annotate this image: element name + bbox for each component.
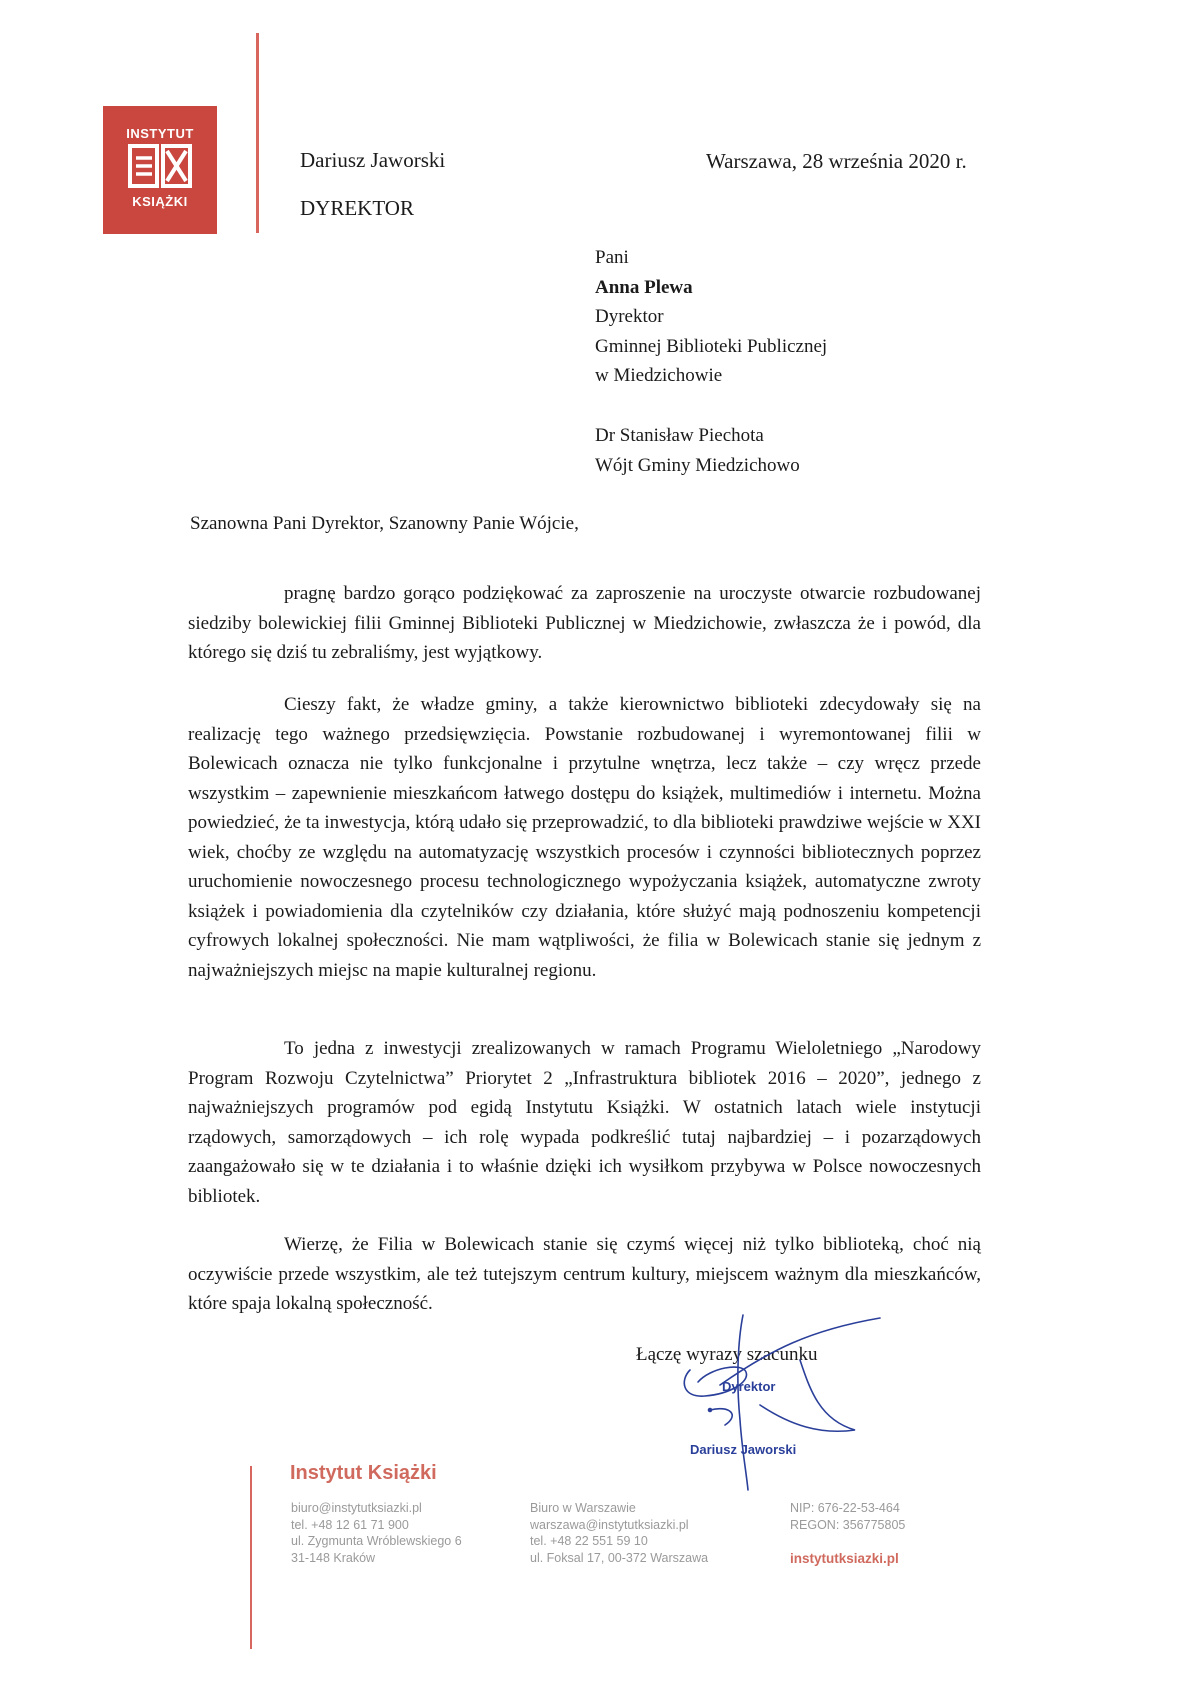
recipient-name: Anna Plewa (595, 276, 693, 298)
footer-registry (790, 1500, 905, 1568)
footer-nip: NIP: 676-22-53-464 (790, 1501, 900, 1515)
recipient-line: Gminnej Biblioteki Publicznej (595, 335, 828, 357)
salutation: Szanowna Pani Dyrektor, Szanowny Panie Wójcie, (190, 513, 579, 534)
recipient2-block (595, 421, 800, 480)
footer-office-label: Biuro w Warszawie (530, 1501, 636, 1515)
footer-contact-warsaw (530, 1500, 708, 1566)
stamp-title: Dyrektor (722, 1379, 776, 1394)
header-divider (256, 33, 259, 233)
book-logo-icon (128, 144, 192, 188)
signature-stamp (650, 1310, 930, 1495)
footer-city: 31-148 Kraków (291, 1550, 376, 1565)
logo-bottom-text: KSIĄŻKI (132, 194, 188, 209)
footer-divider (250, 1466, 252, 1649)
footer-email[interactable]: warszawa@instytutksiazki.pl (530, 1517, 689, 1532)
footer-phone: tel. +48 22 551 59 10 (530, 1534, 648, 1548)
institute-logo (103, 106, 217, 234)
letter-date: Warszawa, 28 września 2020 r. (706, 149, 967, 173)
recipient-line: Dyrektor (595, 306, 664, 327)
footer-contact-krakow (291, 1500, 462, 1566)
logo-top-text: INSTYTUT (126, 126, 194, 141)
sender-role: DYREKTOR (300, 196, 414, 220)
recipient2-line: Dr Stanisław Piechota (595, 425, 764, 446)
footer-email[interactable]: biuro@instytutksiazki.pl (291, 1501, 422, 1515)
sender-name: Dariusz Jaworski (300, 148, 446, 172)
footer-website[interactable]: instytutksiazki.pl (790, 1551, 899, 1566)
recipient-line: w Miedzichowie (595, 365, 723, 386)
recipient-line: Pani (595, 247, 629, 268)
stamp-name: Dariusz Jaworski (690, 1442, 797, 1457)
footer-phone: tel. +48 12 61 71 900 (291, 1517, 409, 1532)
footer-street: ul. Zygmunta Wróblewskiego 6 (291, 1534, 462, 1548)
recipient2-line: Wójt Gminy Miedzichowo (595, 454, 800, 476)
paragraph: To jedna z inwestycji zrealizowanych w ramach Programu Wieloletniego „Narodowy Program Rozwoju Czytelnictwa” Priorytet 2 „Infrastruktura bibliotek 2016 – 2020”, jednego z najważniejszych programów pod egidą Instytutu Książki. W ostatnich latach wiele instytucji rządowych, samorządowych – ich rolę wypada podkreślić tutaj najbardziej – i pozarządowych zaangażowało się w te działania i to właśnie dzięki ich wysiłkom przybywa w Polsce nowoczesnych bibliotek. (188, 1038, 981, 1207)
footer-regon: REGON: 356775805 (790, 1517, 906, 1532)
footer-title: Instytut Książki (290, 1462, 437, 1484)
recipient-block (595, 243, 827, 391)
footer-street: ul. Foksal 17, 00-372 Warszawa (530, 1550, 709, 1565)
closing-line: Łączę wyrazy szacunku (636, 1344, 818, 1365)
paragraph: Cieszy fakt, że władze gminy, a także kierownictwo biblioteki zdecydowały się na realizację tego ważnego przedsięwzięcia. Powstanie rozbudowanej i wyremontowanej filii w Bolewicach oznacza nie tylko funkcjonalne i przytulne wnętrza, lecz także – czy wręcz przede wszystkim – zapewnienie mieszkańcom łatwego dostępu do książek, multimediów i internetu. Można powiedzieć, że ta inwestycja, którą udało się przeprowadzić, to dla biblioteki prawdziwe wejście w XXI wiek, choćby ze względu na automatyzację wszystkich procesów i czynności bibliotecznych poprzez uruchomienie nowoczesnego procesu technologicznego wypożyczania książek, automatyczne zwroty książek i powiadomienia dla czytelników czy działania, które służyć mają podnoszeniu kompetencji cyfrowych lokalnej społeczności. Nie mam wątpliwości, że filia w Bolewicach stanie się jednym z najważniejszych miejsc na mapie kulturalnej regionu. (188, 694, 981, 981)
paragraph: pragnę bardzo gorąco podziękować za zaproszenie na uroczyste otwarcie rozbudowanej siedziby bolewickiej filii Gminnej Biblioteki Publicznej w Miedzichowie, zwłaszcza że i powód, dla którego się dziś tu zebraliśmy, jest wyjątkowy. (188, 583, 981, 663)
paragraph: Wierzę, że Filia w Bolewicach stanie się czymś więcej niż tylko biblioteką, choć nią oczywiście przede wszystkim, ale też tutejszym centrum kultury, miejscem ważnym dla mieszkańców, które spaja lokalną społeczność. (188, 1234, 981, 1314)
